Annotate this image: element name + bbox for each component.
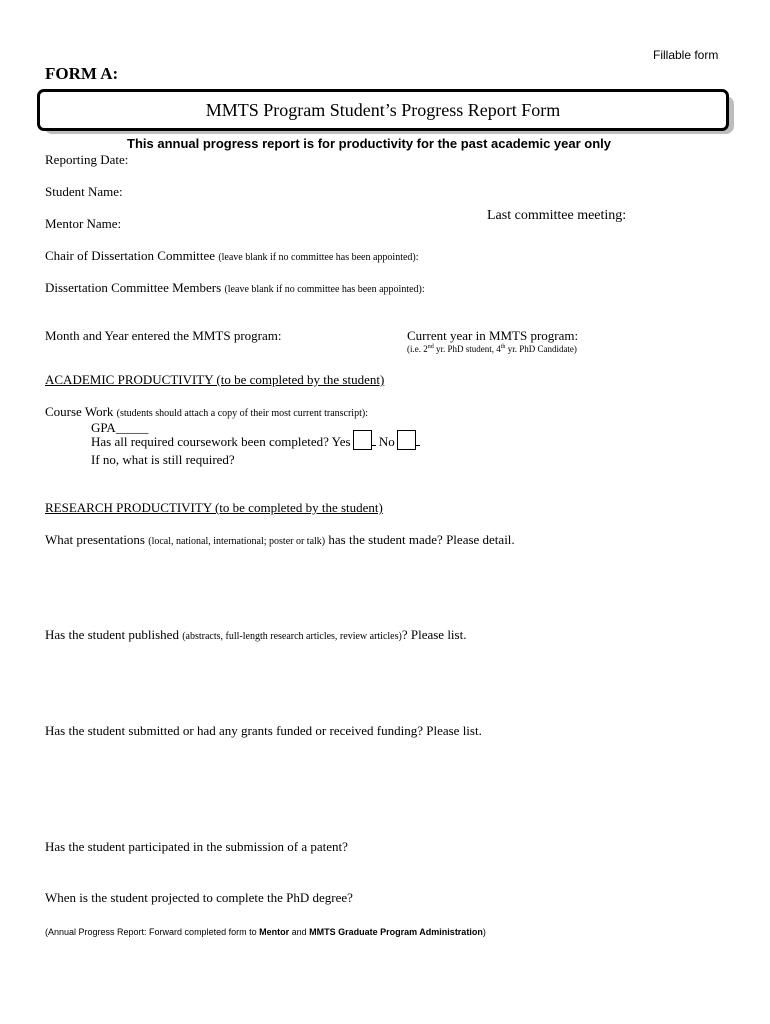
no-underline xyxy=(416,433,420,446)
members-note: (leave blank if no committee has been appointed): xyxy=(224,284,425,295)
yes-underline xyxy=(372,433,376,446)
course-work-label: Course Work xyxy=(45,404,114,419)
title-box xyxy=(37,89,729,131)
patent-question[interactable]: Has the student participated in the submission of a patent? xyxy=(45,839,348,854)
coursework-question-line xyxy=(91,430,420,450)
last-committee-label[interactable]: Last committee meeting: xyxy=(487,208,627,223)
current-year-label[interactable]: Current year in MMTS program: xyxy=(407,328,579,343)
research-heading: RESEARCH PRODUCTIVITY (to be completed by the student) xyxy=(45,500,383,515)
members-label: Dissertation Committee Members xyxy=(45,280,222,295)
no-checkbox[interactable] xyxy=(397,430,416,450)
complete-question[interactable]: When is the student projected to complete the PhD degree? xyxy=(45,890,353,905)
yes-label: Yes xyxy=(331,434,351,449)
footer-note: (Annual Progress Report: Forward completed form to Mentor and MMTS Graduate Program Administration) xyxy=(45,927,486,937)
course-work-line xyxy=(45,404,368,420)
reporting-date-label[interactable]: Reporting Date: xyxy=(45,152,129,167)
no-label: No xyxy=(378,434,395,449)
still-required-label[interactable]: If no, what is still required? xyxy=(91,452,235,467)
current-year-note: (i.e. 2nd yr. PhD student, 4th yr. PhD Candidate) xyxy=(407,344,577,354)
chair-field[interactable] xyxy=(45,248,419,264)
chair-label: Chair of Dissertation Committee xyxy=(45,248,216,263)
coursework-question: Has all required coursework been completed? xyxy=(91,434,329,449)
grants-question[interactable]: Has the student submitted or had any grants funded or received funding? Please list. xyxy=(45,723,482,738)
academic-heading: ACADEMIC PRODUCTIVITY (to be completed by the student) xyxy=(45,372,385,387)
fillable-form-label: Fillable form xyxy=(653,48,719,62)
mentor-name-label[interactable]: Mentor Name: xyxy=(45,216,122,231)
subtitle: This annual progress report is for productivity for the past academic year only xyxy=(127,136,612,151)
presentations-question[interactable]: What presentations (local, national, international; poster or talk) has the student made? Please detail. xyxy=(45,532,515,547)
published-question[interactable]: Has the student published (abstracts, full-length research articles, review articles)? Please list. xyxy=(45,627,467,642)
yes-checkbox[interactable] xyxy=(353,430,372,450)
course-work-note: (students should attach a copy of their most current transcript): xyxy=(116,408,368,419)
gpa-field[interactable]: GPA_____ xyxy=(91,420,149,435)
form-label: FORM A: xyxy=(45,64,119,83)
members-field[interactable] xyxy=(45,280,425,296)
month-year-label[interactable]: Month and Year entered the MMTS program: xyxy=(45,328,282,343)
chair-note: (leave blank if no committee has been appointed): xyxy=(218,252,419,263)
page-title: MMTS Program Student’s Progress Report Form xyxy=(205,99,561,120)
student-name-label[interactable]: Student Name: xyxy=(45,184,123,199)
